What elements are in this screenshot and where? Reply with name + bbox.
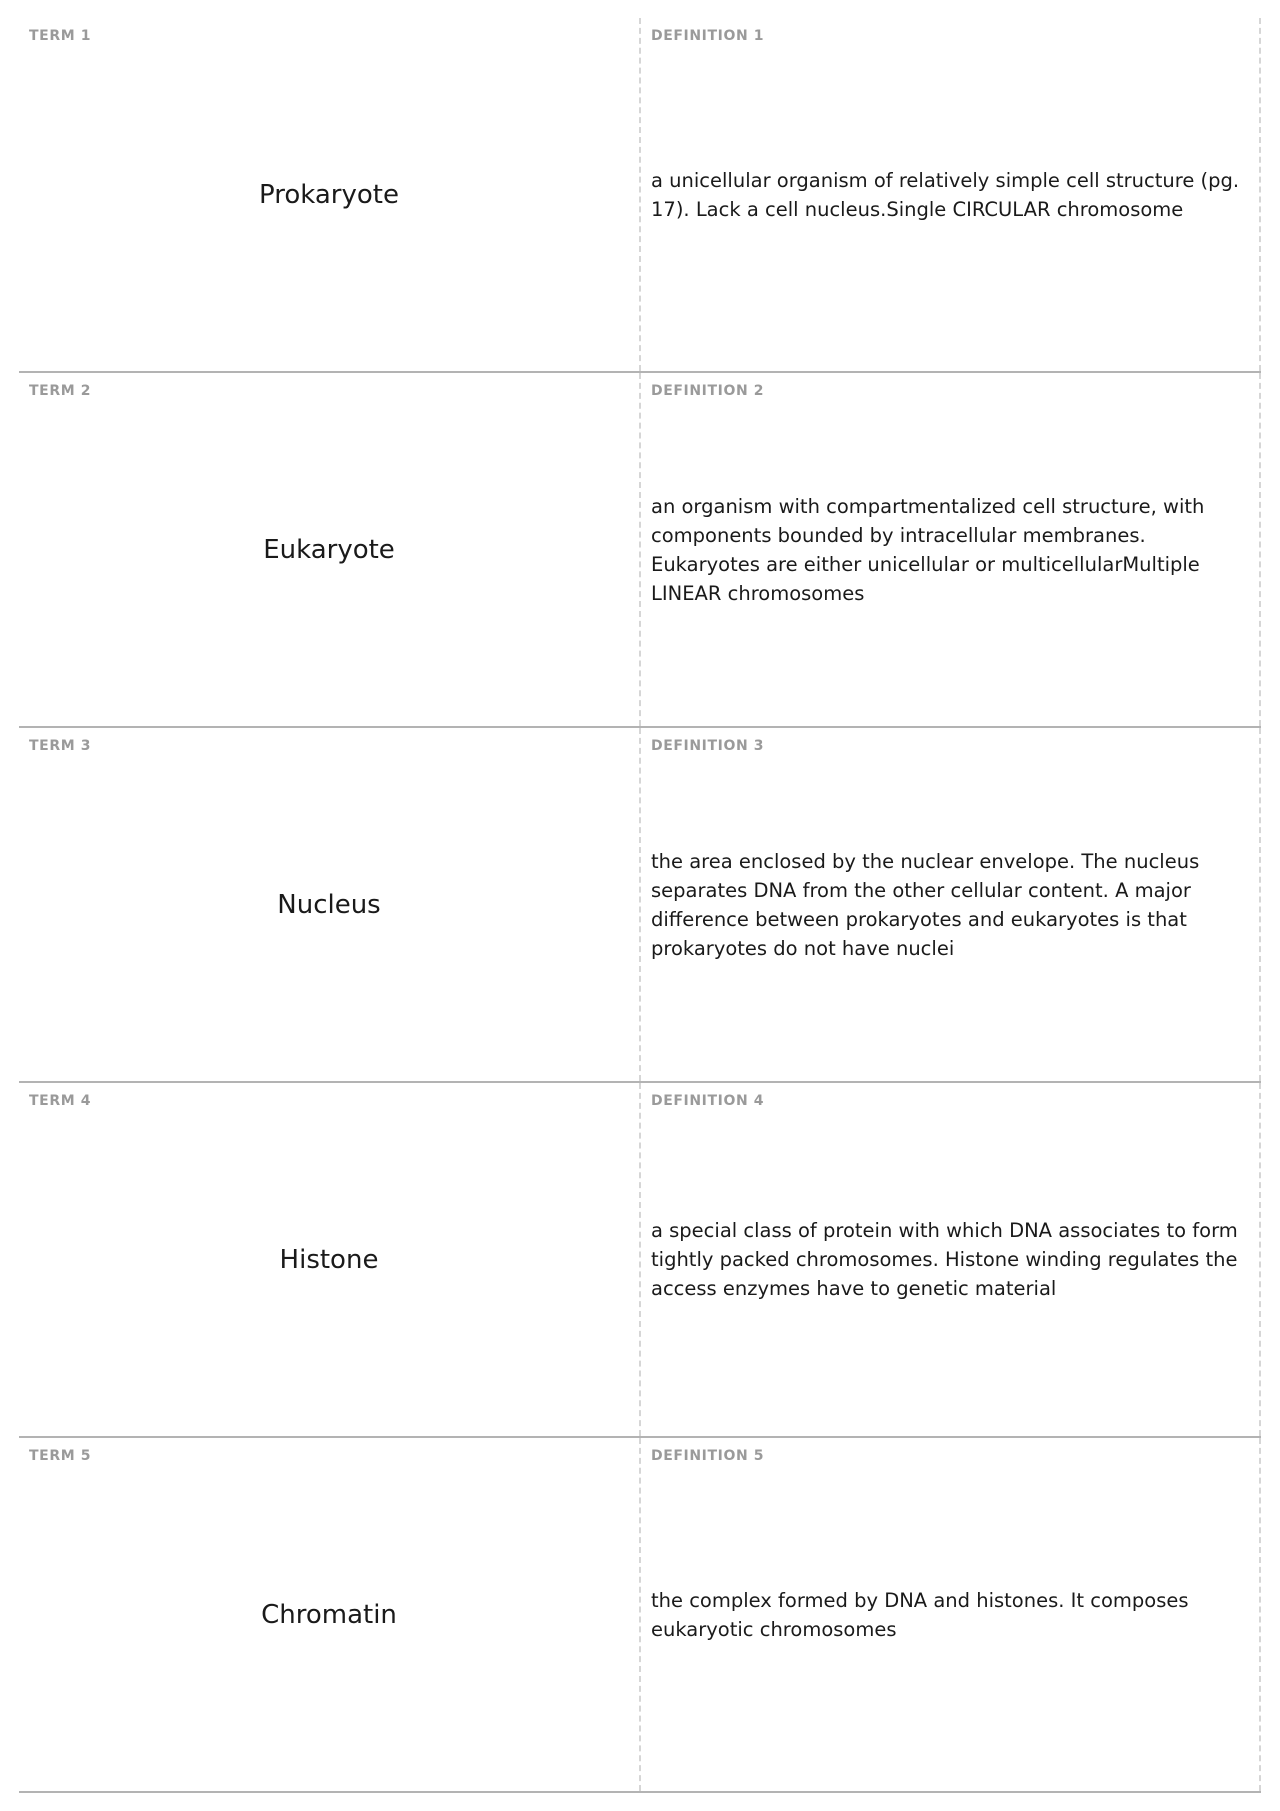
term-text: Prokaryote xyxy=(259,179,399,210)
flashcard-row xyxy=(19,728,1261,1083)
definition-text: a special class of protein with which DNA associates to form tightly packed chromosomes. Histone winding regulates the access enzymes have to genetic material xyxy=(651,1219,1238,1300)
term-cell xyxy=(19,1083,641,1436)
definition-cell xyxy=(641,373,1261,726)
flashcard-row xyxy=(19,18,1261,373)
definition-number-label: DEFINITION 1 xyxy=(651,28,765,44)
term-number-label: TERM 5 xyxy=(29,1448,92,1464)
term-number-label: TERM 1 xyxy=(29,28,92,44)
flashcard-row xyxy=(19,1438,1261,1793)
term-cell xyxy=(19,373,641,726)
definition-number-label: DEFINITION 3 xyxy=(651,738,765,754)
term-number-label: TERM 3 xyxy=(29,738,92,754)
term-cell xyxy=(19,728,641,1081)
term-cell xyxy=(19,18,641,371)
flashcard-sheet xyxy=(19,18,1261,1793)
definition-text: an organism with compartmentalized cell structure, with components bounded by intracellular membranes. Eukaryotes are either unicellular or multicellularMultiple LINEAR chromosomes xyxy=(651,494,1205,605)
term-text: Eukaryote xyxy=(263,534,395,565)
definition-number-label: DEFINITION 5 xyxy=(651,1448,765,1464)
definition-number-label: DEFINITION 4 xyxy=(651,1093,765,1109)
term-number-label: TERM 2 xyxy=(29,383,92,399)
flashcard-row xyxy=(19,373,1261,728)
definition-cell xyxy=(641,728,1261,1081)
definition-cell xyxy=(641,1083,1261,1436)
flashcard-row xyxy=(19,1083,1261,1438)
definition-text: the complex formed by DNA and histones. It composes eukaryotic chromosomes xyxy=(651,1588,1189,1641)
term-text: Histone xyxy=(279,1244,379,1275)
definition-number-label: DEFINITION 2 xyxy=(651,383,765,399)
term-cell xyxy=(19,1438,641,1791)
term-number-label: TERM 4 xyxy=(29,1093,92,1109)
definition-cell xyxy=(641,18,1261,371)
definition-text: a unicellular organism of relatively simple cell structure (pg. 17). Lack a cell nucleus.Single CIRCULAR chromosome xyxy=(651,168,1240,221)
definition-cell xyxy=(641,1438,1261,1791)
definition-text: the area enclosed by the nuclear envelope. The nucleus separates DNA from the other cellular content. A major difference between prokaryotes and eukaryotes is that prokaryotes do not have nuclei xyxy=(651,849,1200,960)
term-text: Chromatin xyxy=(261,1599,397,1630)
term-text: Nucleus xyxy=(277,889,381,920)
